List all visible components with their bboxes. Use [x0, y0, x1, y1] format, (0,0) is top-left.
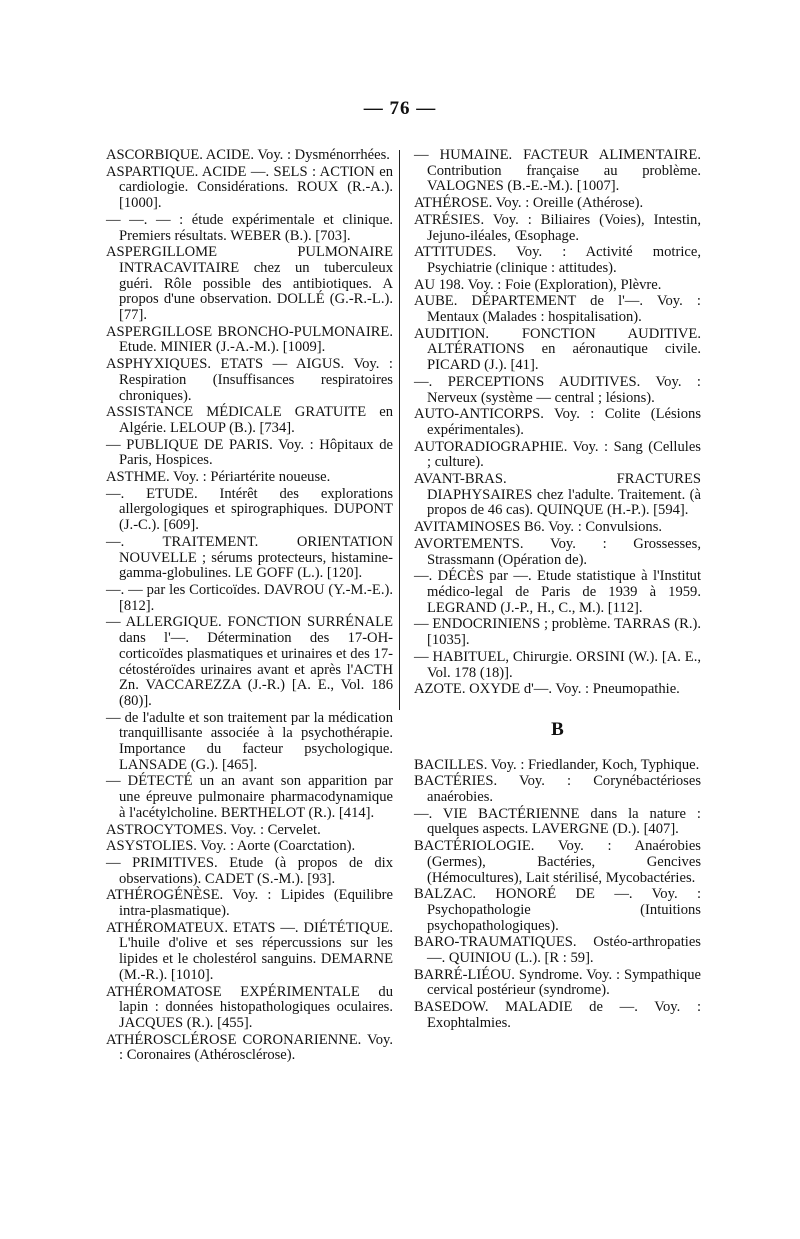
index-entry: BACTÉRIOLOGIE. Voy. : Anaérobies (Germes), Bactéries, Gencives (Hémocultures), Lait stérilisé, Mycobactéries.	[414, 838, 701, 886]
index-entry: AZOTE. OXYDE d'—. Voy. : Pneumopathie.	[414, 681, 680, 698]
index-entry: —. DÉCÈS par —. Etude statistique à l'Institut médico-legal de Paris de 1939 à 1959. LEGRAND (J.-P., H., C., M.). [112].	[414, 568, 701, 616]
index-entry: — de l'adulte et son traitement par la médication tranquillisante associée à la psychothérapie. Importance du facteur psychologique. LANSADE (G.). [465].	[106, 709, 393, 773]
index-entry: BARRÉ-LIÉOU. Syndrome. Voy. : Sympathique cervical postérieur (syndrome).	[414, 966, 701, 999]
index-entry: ASTHME. Voy. : Périartérite noueuse.	[106, 469, 331, 486]
section-letter-heading: B	[551, 718, 564, 740]
index-entry: ASYSTOLIES. Voy. : Aorte (Coarctation).	[106, 838, 356, 855]
index-entry: — ENDOCRINIENS ; problème. TARRAS (R.). [1035].	[414, 616, 701, 649]
index-entry: — ALLERGIQUE. FONCTION SURRÉNALE dans l'—. Détermination des 17-OH-corticoïdes plasmatiques et urinaires et des 17-cétostéroïdes urinaires avant et après l'ACTH Zn. VACCAREZZA (J.-R.) [A. E., Vol. 186 (80)].	[106, 614, 393, 709]
index-entry: AVORTEMENTS. Voy. : Grossesses, Strassmann (Opération de).	[414, 535, 701, 568]
index-entry: AVANT-BRAS. FRACTURES DIAPHYSAIRES chez l'adulte. Traitement. (à propos de 46 cas). QUINQUE (H.-P.). [594].	[414, 471, 701, 519]
index-entry: —. PERCEPTIONS AUDITIVES. Voy. : Nerveux (système — central ; lésions).	[414, 373, 701, 406]
index-entry: ATHÉROSCLÉROSE CORONARIENNE. Voy. : Coronaires (Athérosclérose).	[106, 1031, 393, 1064]
index-entry: ASTROCYTOMES. Voy. : Cervelet.	[106, 821, 321, 838]
index-entry: AUTO-ANTICORPS. Voy. : Colite (Lésions expérimentales).	[414, 406, 701, 438]
column-divider	[399, 150, 400, 710]
index-entry: — HUMAINE. FACTEUR ALIMENTAIRE. Contribution française au problème. VALOGNES (B.-E.-M.). [1007].	[414, 147, 701, 195]
left-column	[106, 148, 393, 1065]
index-entry: ATHÉROMATEUX. ETATS —. DIÉTÉTIQUE. L'huile d'olive et ses répercussions sur les lipides et le cholestérol sanguins. DEMARNE (M.-R.). [1010].	[106, 919, 393, 983]
index-entry: ASPHYXIQUES. ETATS — AIGUS. Voy. : Respiration (Insuffisances respiratoires chroniques).	[106, 356, 393, 404]
index-entry: ATRÉSIES. Voy. : Biliaires (Voies), Intestin, Jejuno-iléales, Œsophage.	[414, 211, 701, 244]
index-entry: AUDITION. FONCTION AUDITIVE. ALTÉRATIONS en aéronautique civile. PICARD (J.). [41].	[414, 325, 701, 374]
index-entry: ATHÉROGÉNÈSE. Voy. : Lipides (Equilibre intra-plasmatique).	[106, 887, 393, 920]
index-entry: ATHÉROSE. Voy. : Oreille (Athérose).	[414, 195, 644, 212]
index-entry: BARO-TRAUMATIQUES. Ostéo-arthropaties —. QUINIOU (L.). [R : 59].	[414, 934, 701, 967]
index-entry: ASSISTANCE MÉDICALE GRATUITE en Algérie. LELOUP (B.). [734].	[106, 404, 393, 436]
index-entry: — HABITUEL, Chirurgie. ORSINI (W.). [A. E., Vol. 178 (18)].	[414, 648, 701, 681]
right-column	[414, 148, 701, 1033]
index-entry: — PUBLIQUE DE PARIS. Voy. : Hôpitaux de Paris, Hospices.	[106, 436, 393, 469]
page-number: — 76 —	[363, 98, 437, 119]
index-entry: —. ETUDE. Intérêt des explorations allergologiques et spirographiques. DUPONT (J.-C.). [609].	[106, 485, 393, 534]
index-entry: ASPERGILLOSE BRONCHO-PULMONAIRE. Etude. MINIER (J.-A.-M.). [1009].	[106, 323, 393, 356]
index-entry: ASCORBIQUE. ACIDE. Voy. : Dysménorrhées.	[106, 147, 390, 163]
index-entry: —. TRAITEMENT. ORIENTATION NOUVELLE ; sérums protecteurs, histamine-gamma-globulines. LE GOFF (L.). [120].	[106, 533, 393, 582]
index-entry: BACILLES. Voy. : Friedlander, Koch, Typhique.	[414, 756, 700, 773]
index-entry: AUBE. DÉPARTEMENT de l'—. Voy. : Mentaux (Malades : hospitalisation).	[414, 293, 701, 326]
index-entry: — —. — : étude expérimentale et clinique. Premiers résultats. WEBER (B.). [703].	[106, 211, 393, 244]
index-entry: —. — par les Corticoïdes. DAVROU (Y.-M.-E.). [812].	[106, 581, 393, 614]
index-entry: BASEDOW. MALADIE de —. Voy. : Exophtalmies.	[414, 999, 701, 1031]
index-entry: ASPARTIQUE. ACIDE —. SELS : ACTION en cardiologie. Considérations. ROUX (R.-A.). [1000].	[106, 163, 393, 212]
index-entry: ATTITUDES. Voy. : Activité motrice, Psychiatrie (clinique : attitudes).	[414, 244, 701, 276]
index-entry: AU 198. Voy. : Foie (Exploration), Plèvre.	[414, 276, 662, 293]
index-entry: ASPERGILLOME PULMONAIRE INTRACAVITAIRE chez un tuberculeux guéri. Rôle possible des antibiotiques. A propos d'une observation. DOLLÉ (G.-R.-L.). [77].	[106, 244, 393, 324]
index-entry: — PRIMITIVES. Etude (à propos de dix observations). CADET (S.-M.). [93].	[106, 854, 393, 887]
index-entry: —. VIE BACTÉRIENNE dans la nature : quelques aspects. LAVERGNE (D.). [407].	[414, 805, 701, 838]
index-entry: — DÉTECTÉ un an avant son apparition par une épreuve pulmonaire pharmacodynamique à l'acétylcholine. BERTHELOT (R.). [414].	[106, 773, 393, 821]
index-entry: BALZAC. HONORÉ DE —. Voy. : Psychopathologie (Intuitions psychopathologiques).	[414, 886, 701, 934]
index-entry: BACTÉRIES. Voy. : Corynébactérioses anaérobies.	[414, 773, 701, 806]
index-entry: ATHÉROMATOSE EXPÉRIMENTALE du lapin : données histopathologiques oculaires. JACQUES (R.). [455].	[106, 983, 393, 1031]
index-entry: AUTORADIOGRAPHIE. Voy. : Sang (Cellules ; culture).	[414, 438, 701, 471]
index-entry: AVITAMINOSES B6. Voy. : Convulsions.	[414, 519, 663, 536]
